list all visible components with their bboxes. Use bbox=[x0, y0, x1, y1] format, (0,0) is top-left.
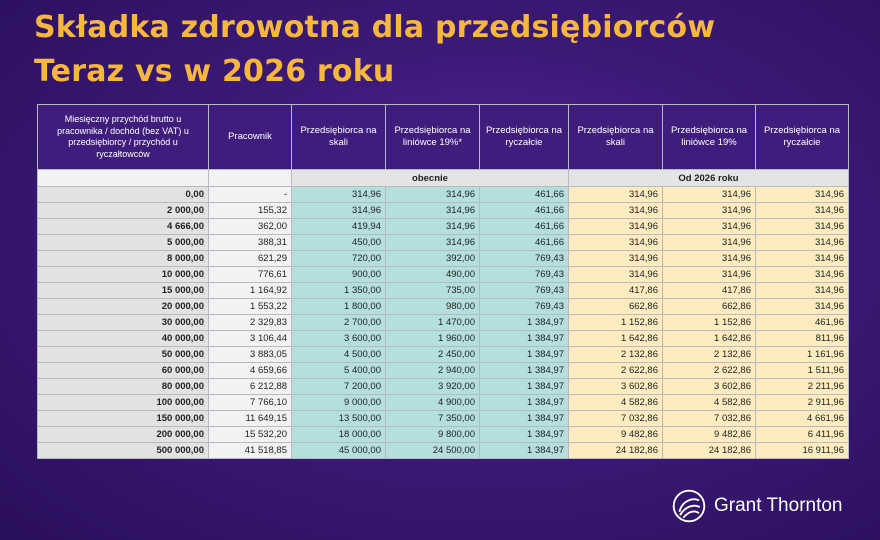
employee-cell: 621,29 bbox=[209, 251, 292, 267]
future-lump-sum-cell: 811,96 bbox=[756, 331, 849, 347]
current-linear-cell: 314,96 bbox=[386, 203, 480, 219]
future-scale-cell: 24 182,86 bbox=[569, 443, 663, 459]
employee-cell: 3 106,44 bbox=[209, 331, 292, 347]
future-lump-sum-cell: 2 911,96 bbox=[756, 395, 849, 411]
future-lump-sum-cell: 461,96 bbox=[756, 315, 849, 331]
current-scale-cell: 314,96 bbox=[292, 203, 386, 219]
current-scale-cell: 18 000,00 bbox=[292, 427, 386, 443]
future-scale-cell: 314,96 bbox=[569, 187, 663, 203]
future-lump-sum-cell: 314,96 bbox=[756, 203, 849, 219]
employee-cell: 2 329,83 bbox=[209, 315, 292, 331]
current-lump-sum-cell: 1 384,97 bbox=[480, 363, 569, 379]
header-current-lump-sum: Przedsiębiorca na ryczałcie bbox=[480, 105, 569, 170]
current-scale-cell: 13 500,00 bbox=[292, 411, 386, 427]
current-lump-sum-cell: 461,66 bbox=[480, 219, 569, 235]
current-scale-cell: 4 500,00 bbox=[292, 347, 386, 363]
future-scale-cell: 4 582,86 bbox=[569, 395, 663, 411]
current-lump-sum-cell: 1 384,97 bbox=[480, 411, 569, 427]
current-lump-sum-cell: 1 384,97 bbox=[480, 395, 569, 411]
future-linear-cell: 417,86 bbox=[663, 283, 756, 299]
future-lump-sum-cell: 6 411,96 bbox=[756, 427, 849, 443]
title-line-2: Teraz vs w 2026 roku bbox=[34, 54, 395, 89]
future-linear-cell: 314,96 bbox=[663, 203, 756, 219]
logo-text: Grant Thornton bbox=[714, 495, 843, 516]
employee-cell: - bbox=[209, 187, 292, 203]
current-scale-cell: 450,00 bbox=[292, 235, 386, 251]
future-linear-cell: 4 582,86 bbox=[663, 395, 756, 411]
current-linear-cell: 1 470,00 bbox=[386, 315, 480, 331]
future-lump-sum-cell: 314,96 bbox=[756, 283, 849, 299]
current-scale-cell: 7 200,00 bbox=[292, 379, 386, 395]
future-scale-cell: 314,96 bbox=[569, 235, 663, 251]
future-linear-cell: 3 602,86 bbox=[663, 379, 756, 395]
future-scale-cell: 9 482,86 bbox=[569, 427, 663, 443]
future-linear-cell: 7 032,86 bbox=[663, 411, 756, 427]
future-lump-sum-cell: 2 211,96 bbox=[756, 379, 849, 395]
future-linear-cell: 2 622,86 bbox=[663, 363, 756, 379]
income-cell: 200 000,00 bbox=[38, 427, 209, 443]
future-linear-cell: 1 642,86 bbox=[663, 331, 756, 347]
current-lump-sum-cell: 1 384,97 bbox=[480, 427, 569, 443]
table-row bbox=[38, 187, 849, 203]
current-scale-cell: 9 000,00 bbox=[292, 395, 386, 411]
income-cell: 10 000,00 bbox=[38, 267, 209, 283]
future-scale-cell: 314,96 bbox=[569, 267, 663, 283]
current-linear-cell: 7 350,00 bbox=[386, 411, 480, 427]
table-row bbox=[38, 267, 849, 283]
table-row bbox=[38, 203, 849, 219]
current-scale-cell: 419,94 bbox=[292, 219, 386, 235]
current-scale-cell: 720,00 bbox=[292, 251, 386, 267]
future-linear-cell: 314,96 bbox=[663, 219, 756, 235]
table-row bbox=[38, 443, 849, 459]
income-cell: 100 000,00 bbox=[38, 395, 209, 411]
income-cell: 0,00 bbox=[38, 187, 209, 203]
header-current-scale: Przedsiębiorca na skali bbox=[292, 105, 386, 170]
future-linear-cell: 314,96 bbox=[663, 235, 756, 251]
table-row bbox=[38, 251, 849, 267]
future-lump-sum-cell: 314,96 bbox=[756, 219, 849, 235]
header-employee: Pracownik bbox=[209, 105, 292, 170]
income-cell: 150 000,00 bbox=[38, 411, 209, 427]
future-scale-cell: 1 642,86 bbox=[569, 331, 663, 347]
future-linear-cell: 9 482,86 bbox=[663, 427, 756, 443]
income-cell: 50 000,00 bbox=[38, 347, 209, 363]
current-lump-sum-cell: 769,43 bbox=[480, 299, 569, 315]
current-lump-sum-cell: 769,43 bbox=[480, 283, 569, 299]
current-scale-cell: 900,00 bbox=[292, 267, 386, 283]
group-blank-cell bbox=[209, 170, 292, 187]
future-scale-cell: 7 032,86 bbox=[569, 411, 663, 427]
current-lump-sum-cell: 1 384,97 bbox=[480, 331, 569, 347]
current-lump-sum-cell: 461,66 bbox=[480, 235, 569, 251]
income-cell: 5 000,00 bbox=[38, 235, 209, 251]
table-row bbox=[38, 347, 849, 363]
header-future-lump-sum: Przedsiębiorca na ryczałcie bbox=[756, 105, 849, 170]
current-linear-cell: 4 900,00 bbox=[386, 395, 480, 411]
current-scale-cell: 2 700,00 bbox=[292, 315, 386, 331]
future-lump-sum-cell: 314,96 bbox=[756, 251, 849, 267]
employee-cell: 6 212,88 bbox=[209, 379, 292, 395]
current-scale-cell: 45 000,00 bbox=[292, 443, 386, 459]
employee-cell: 155,32 bbox=[209, 203, 292, 219]
current-scale-cell: 1 800,00 bbox=[292, 299, 386, 315]
income-cell: 15 000,00 bbox=[38, 283, 209, 299]
future-lump-sum-cell: 4 661,96 bbox=[756, 411, 849, 427]
table-row bbox=[38, 395, 849, 411]
current-lump-sum-cell: 1 384,97 bbox=[480, 379, 569, 395]
current-lump-sum-cell: 769,43 bbox=[480, 251, 569, 267]
future-linear-cell: 314,96 bbox=[663, 267, 756, 283]
employee-cell: 1 553,22 bbox=[209, 299, 292, 315]
table-row bbox=[38, 331, 849, 347]
employee-cell: 11 649,15 bbox=[209, 411, 292, 427]
future-linear-cell: 314,96 bbox=[663, 251, 756, 267]
future-scale-cell: 314,96 bbox=[569, 251, 663, 267]
title-line-1: Składka zdrowotna dla przedsiębiorców bbox=[34, 10, 716, 45]
table-row bbox=[38, 411, 849, 427]
group-label-row bbox=[38, 170, 849, 187]
current-linear-cell: 490,00 bbox=[386, 267, 480, 283]
current-linear-cell: 9 800,00 bbox=[386, 427, 480, 443]
current-lump-sum-cell: 461,66 bbox=[480, 187, 569, 203]
income-cell: 8 000,00 bbox=[38, 251, 209, 267]
group-blank-cell bbox=[38, 170, 209, 187]
header-future-scale: Przedsiębiorca na skali bbox=[569, 105, 663, 170]
table-row bbox=[38, 315, 849, 331]
table-row bbox=[38, 379, 849, 395]
future-linear-cell: 1 152,86 bbox=[663, 315, 756, 331]
future-lump-sum-cell: 314,96 bbox=[756, 235, 849, 251]
income-cell: 80 000,00 bbox=[38, 379, 209, 395]
current-lump-sum-cell: 1 384,97 bbox=[480, 347, 569, 363]
current-linear-cell: 392,00 bbox=[386, 251, 480, 267]
future-lump-sum-cell: 314,96 bbox=[756, 299, 849, 315]
current-scale-cell: 1 350,00 bbox=[292, 283, 386, 299]
employee-cell: 1 164,92 bbox=[209, 283, 292, 299]
current-linear-cell: 2 940,00 bbox=[386, 363, 480, 379]
future-scale-cell: 314,96 bbox=[569, 219, 663, 235]
current-linear-cell: 314,96 bbox=[386, 219, 480, 235]
future-scale-cell: 3 602,86 bbox=[569, 379, 663, 395]
table-header-row bbox=[38, 105, 849, 170]
grant-thornton-logo bbox=[672, 489, 843, 523]
future-scale-cell: 2 622,86 bbox=[569, 363, 663, 379]
group-current-label: obecnie bbox=[292, 170, 569, 187]
header-income: Miesięczny przychód brutto u pracownika / dochód (bez VAT) u przedsiębiorcy / przychód u ryczałtowców bbox=[38, 105, 209, 170]
future-scale-cell: 1 152,86 bbox=[569, 315, 663, 331]
current-linear-cell: 314,96 bbox=[386, 187, 480, 203]
income-cell: 40 000,00 bbox=[38, 331, 209, 347]
current-linear-cell: 980,00 bbox=[386, 299, 480, 315]
income-cell: 500 000,00 bbox=[38, 443, 209, 459]
current-linear-cell: 735,00 bbox=[386, 283, 480, 299]
income-cell: 30 000,00 bbox=[38, 315, 209, 331]
income-cell: 4 666,00 bbox=[38, 219, 209, 235]
employee-cell: 4 659,66 bbox=[209, 363, 292, 379]
header-current-linear: Przedsiębiorca na liniówce 19%* bbox=[386, 105, 480, 170]
future-linear-cell: 662,86 bbox=[663, 299, 756, 315]
group-future-label: Od 2026 roku bbox=[569, 170, 849, 187]
current-linear-cell: 1 960,00 bbox=[386, 331, 480, 347]
future-lump-sum-cell: 16 911,96 bbox=[756, 443, 849, 459]
future-linear-cell: 2 132,86 bbox=[663, 347, 756, 363]
current-scale-cell: 3 600,00 bbox=[292, 331, 386, 347]
income-cell: 60 000,00 bbox=[38, 363, 209, 379]
table-row bbox=[38, 363, 849, 379]
table-row bbox=[38, 219, 849, 235]
current-scale-cell: 314,96 bbox=[292, 187, 386, 203]
current-lump-sum-cell: 769,43 bbox=[480, 267, 569, 283]
income-cell: 20 000,00 bbox=[38, 299, 209, 315]
current-lump-sum-cell: 1 384,97 bbox=[480, 443, 569, 459]
income-cell: 2 000,00 bbox=[38, 203, 209, 219]
current-lump-sum-cell: 461,66 bbox=[480, 203, 569, 219]
current-scale-cell: 5 400,00 bbox=[292, 363, 386, 379]
employee-cell: 7 766,10 bbox=[209, 395, 292, 411]
table-row bbox=[38, 299, 849, 315]
future-linear-cell: 24 182,86 bbox=[663, 443, 756, 459]
header-future-linear: Przedsiębiorca na liniówce 19% bbox=[663, 105, 756, 170]
page-title bbox=[34, 6, 715, 94]
future-lump-sum-cell: 1 161,96 bbox=[756, 347, 849, 363]
future-lump-sum-cell: 1 511,96 bbox=[756, 363, 849, 379]
employee-cell: 388,31 bbox=[209, 235, 292, 251]
employee-cell: 776,61 bbox=[209, 267, 292, 283]
grant-thornton-logo-icon bbox=[672, 489, 706, 523]
future-scale-cell: 662,86 bbox=[569, 299, 663, 315]
current-lump-sum-cell: 1 384,97 bbox=[480, 315, 569, 331]
future-scale-cell: 314,96 bbox=[569, 203, 663, 219]
current-linear-cell: 314,96 bbox=[386, 235, 480, 251]
table-row bbox=[38, 235, 849, 251]
employee-cell: 362,00 bbox=[209, 219, 292, 235]
future-lump-sum-cell: 314,96 bbox=[756, 187, 849, 203]
table-row bbox=[38, 427, 849, 443]
employee-cell: 41 518,85 bbox=[209, 443, 292, 459]
employee-cell: 3 883,05 bbox=[209, 347, 292, 363]
current-linear-cell: 3 920,00 bbox=[386, 379, 480, 395]
future-scale-cell: 2 132,86 bbox=[569, 347, 663, 363]
current-linear-cell: 24 500,00 bbox=[386, 443, 480, 459]
table-row bbox=[38, 283, 849, 299]
future-lump-sum-cell: 314,96 bbox=[756, 267, 849, 283]
future-scale-cell: 417,86 bbox=[569, 283, 663, 299]
current-linear-cell: 2 450,00 bbox=[386, 347, 480, 363]
employee-cell: 15 532,20 bbox=[209, 427, 292, 443]
health-contribution-table bbox=[37, 104, 849, 459]
future-linear-cell: 314,96 bbox=[663, 187, 756, 203]
